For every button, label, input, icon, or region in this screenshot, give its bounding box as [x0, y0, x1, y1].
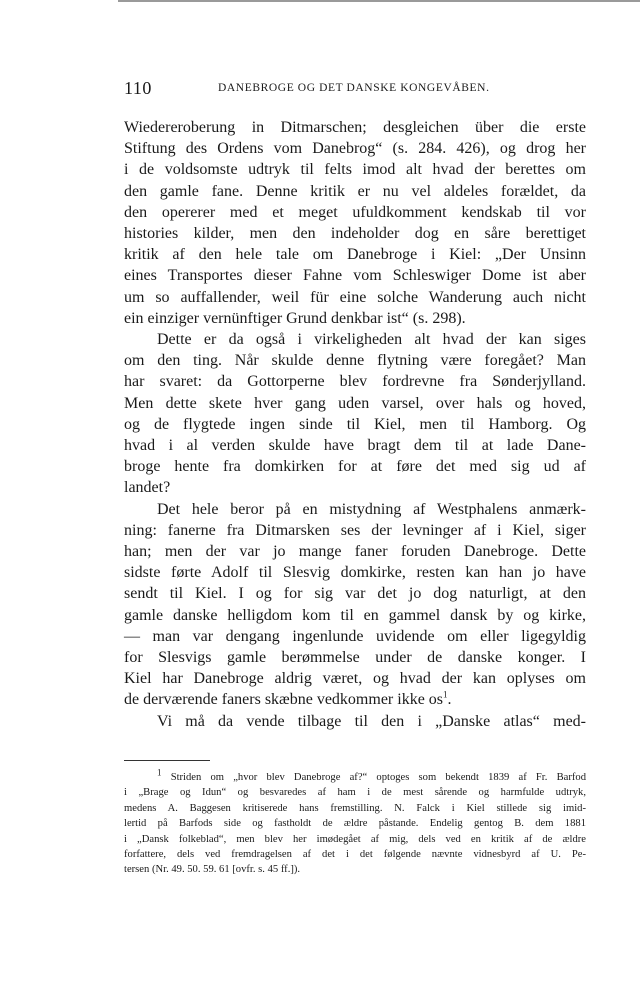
page-number: 110 — [124, 78, 152, 98]
text-line: hvad i al verden skulde have bragt dem til at lade Dane- — [124, 437, 586, 455]
footnote-line: tersen (Nr. 49. 50. 59. 61 [ovfr. s. 45 ff.]). — [124, 864, 301, 876]
text-line: Kiel har Danebroge aldrig været, og hvad der kan oplyses om — [124, 670, 586, 688]
text-line: har svaret: da Gottorperne blev fordrevne fra Sønderjylland. — [124, 373, 586, 391]
text-line: — man var dengang ingenlunde uvidende om eller ligegyldig — [124, 627, 586, 645]
text-line: sendt til Kiel. I og for sig var det jo dog naturligt, at den — [124, 585, 586, 603]
text-line: Stiftung des Ordens vom Danebrog“ (s. 284. 426), og drog her — [124, 140, 586, 158]
text-line: for Slesvigs gamle berømmelse under de danske konger. I — [124, 649, 586, 667]
footnote-separator — [124, 760, 210, 761]
page-header — [124, 78, 589, 102]
text-line: histories kilder, men den indeholder dog en såre berettiget — [124, 225, 586, 243]
text-line: han; men der var jo mange faner foruden Danebroge. Dette — [124, 543, 586, 561]
text-line: om den ting. Når skulde denne flytning være foregået? Man — [124, 352, 586, 370]
text-line-with-footnote-ref — [124, 689, 586, 710]
period: . — [447, 691, 452, 709]
footnote-line: medens A. Baggesen kritiserede hans fremstilling. N. Falck i Kiel stillede sig imid- — [124, 802, 586, 814]
text-line: og de flygtede ingen sinde til Kiel, men til Hamborg. Og — [124, 415, 586, 433]
footnote-line: i „Dansk folkeblad“, men blev her imødegået af mig, dels ved en kritik af de ældre — [124, 833, 586, 845]
footnote-reference: 1 — [443, 690, 448, 701]
text-line: broge hente fra domkirken for at føre det med sig ud af — [124, 458, 586, 476]
footnote-line: i „Brage og Idun“ og besvaredes af ham i de mest sårende og harmfulde udtryk, — [124, 787, 586, 799]
text-line: den gamle fane. Denne kritik er nu vel aldeles forældet, da — [124, 182, 586, 200]
text-line: ein einziger vernünftiger Grund denkbar ist“ (s. 298). — [124, 309, 466, 327]
text-line: Vi må da vende tilbage til den i „Danske atlas“ med- — [157, 712, 586, 730]
footnote — [124, 767, 586, 878]
footnote-line-content: Striden om „hvor blev Danebroge af?“ optoges som bekendt 1839 af Fr. Barfod — [170, 772, 586, 783]
text-line: landet? — [124, 479, 171, 497]
text-line: Det hele beror på en mistydning af Westphalens anmærk- — [157, 500, 586, 518]
running-head: DANEBROGE OG DET DANSKE KONGEVÅBEN. — [218, 82, 490, 94]
footnote-line: lertid på Barfods side og fastholdt de ældre påstande. Endelig gentog B. dem 1881 — [124, 818, 586, 830]
text-line: Dette er da også i virkeligheden alt hvad der kan siges — [157, 331, 586, 349]
text-line: sidste førte Adolf til Slesvig domkirke, resten kan han jo have — [124, 564, 586, 582]
text-line: kritik af den hele tale om Danebroge i Kiel: „Der Unsinn — [124, 246, 586, 264]
text-line: eines Transportes dieser Fahne vom Schleswiger Dome ist aber — [124, 267, 586, 285]
text-line: gamle danske helligdom kom til en gammel dansk by og kirke, — [124, 606, 586, 624]
top-edge-rule — [118, 0, 640, 2]
footnote-line: forfattere, dels ved fremdragelsen af det i det følgende nævnte vidnesbyrd af U. Pe- — [124, 849, 586, 861]
text-line: Men dette skete hver gang uden varsel, over hals og hoved, — [124, 394, 586, 412]
footnote-marker: 1 — [157, 767, 162, 778]
text-line: Wiedereroberung in Ditmarschen; desgleichen über die erste — [124, 119, 586, 136]
footnote-line — [124, 767, 586, 785]
text-line: i de voldsomste udtryk til felts imod alt hvad der berettes om — [124, 161, 586, 179]
text-line: ning: fanerne fra Ditmarsken ses der levninger af i Kiel, siger — [124, 521, 586, 539]
text-line: um so auffallender, weil für eine solche Wanderung auch nicht — [124, 288, 586, 306]
body-text — [124, 117, 586, 732]
text-line-content: de derværende faners skæbne vedkommer ikke os — [124, 691, 444, 709]
text-line: den opererer med et meget ufuldkomment kendskab til vor — [124, 203, 586, 221]
